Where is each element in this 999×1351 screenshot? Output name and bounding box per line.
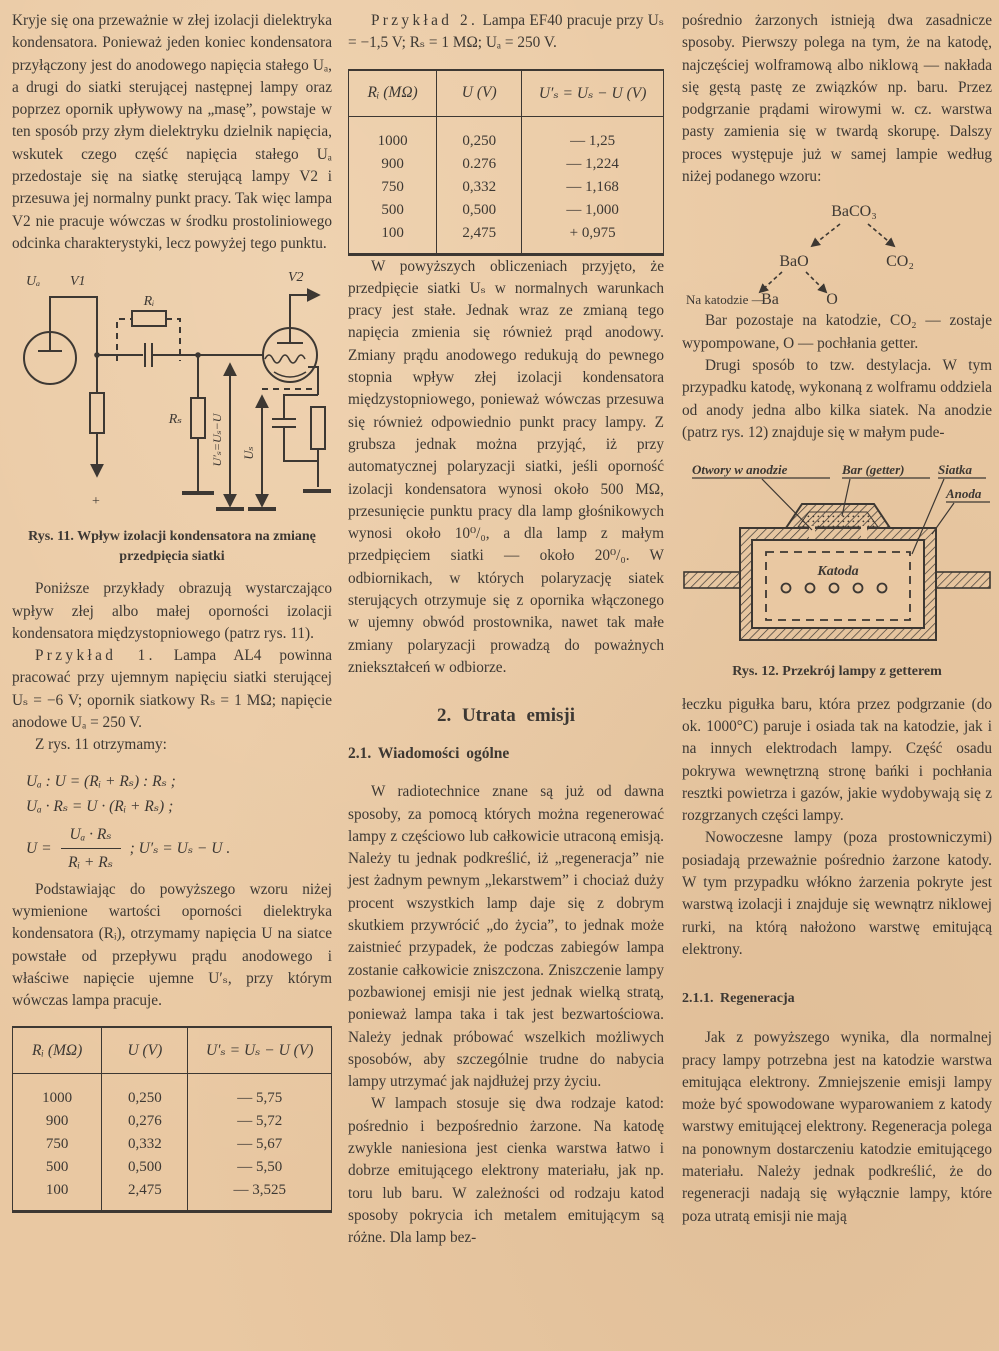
equation-fraction-row (26, 822, 332, 875)
table-cell: 0.276 (437, 153, 522, 176)
subsection-heading-regeneracja: 2.1.1. Regeneracja (682, 991, 795, 1007)
label-katoda: Katoda (817, 564, 859, 580)
chem-o: O (826, 291, 838, 307)
label-siatka: Siatka (938, 462, 972, 478)
paragraph-bar-pozostaje: Bar pozostaje na katodzie, CO₂ — zostaje wypompowane, O — pochłania getter. (682, 312, 992, 352)
table-cell: 900 (45, 1113, 69, 1130)
paragraph-drugi-sposob: Drugi sposób to tzw. destylacja. W tym przypadku katodę, wykonaną z wolframu oddziela od anody jedna albo kilka siatek. Na anodzie (patrz rys. 12) znajduje się w małym pude- (682, 356, 992, 441)
przyklad-2-label: Przykład 2. (370, 12, 479, 29)
table-cell: 1000 (377, 132, 408, 149)
table-header-row (349, 70, 664, 117)
table-cell: — 5,67 (188, 1133, 332, 1156)
label-us: Uₛ (242, 446, 256, 460)
middle-column (348, 10, 664, 1249)
table-cell: 900 (381, 155, 404, 172)
table-row (349, 116, 664, 153)
table-przyklad-1 (12, 1026, 332, 1213)
table-cell: 0,332 (437, 176, 522, 199)
table-row (13, 1074, 332, 1111)
table-row (13, 1133, 332, 1156)
table-cell: — 3,525 (188, 1179, 332, 1212)
table-cell: + 0,975 (522, 222, 664, 255)
figure-caption-rys11: Rys. 11. Wpływ izolacji kondensatora na zmianę przedpięcia siatki (28, 529, 316, 564)
label-rs: Rₛ (168, 412, 182, 428)
table-cell: 1000 (42, 1090, 73, 1107)
paragraph-ponizsze: Poniższe przykłady obrazują wystarczająco wpływ złej albo małej oporności izolacji kondensatora międzystopniowego (patrz rys. 11). (12, 580, 332, 642)
table-header-row (13, 1027, 332, 1074)
table-header-u: U (V) (437, 70, 522, 117)
equations-block (26, 769, 332, 875)
table-cell: 750 (45, 1136, 69, 1153)
table-cell: — 1,224 (522, 153, 664, 176)
paragraph-z-rys: Z rys. 11 otrzymamy: (34, 736, 167, 754)
fraction-denominator: Rᵢ + Rₛ (68, 853, 113, 871)
table-cell: 0,250 (102, 1074, 188, 1111)
table-row (349, 199, 664, 222)
paragraph-kryje: Kryje się ona przeważnie w złej izolacji dielektryka kondensatora. Ponieważ jeden koniec kondensatora przyłączony jest do anodowego napięcia stałego Uₐ, a drugi do siatki sterującej następnej lampy oraz poprzez opornik upływowy na „masę”, powstaje w ten sposób przy złym dielektryku dzielnik napięcia, wskutek czego część napięcia stałego Uₐ przedostaje się na siatkę sterującą lampy V2 i przesuwa jej normalny punkt pracy. Tak więc lampa V2 nie pracuje wówczas w środku prostoliniowego odcinka charakterystyki, lecz powyżej tego punktu. (12, 12, 332, 252)
table-cell: — 5,50 (188, 1156, 332, 1179)
table-cell: 0,332 (102, 1133, 188, 1156)
label-anoda: Anoda (946, 486, 982, 502)
table-row (349, 153, 664, 176)
lamp-cross-section-rys12 (682, 460, 992, 658)
chem-bao: BaO (779, 253, 809, 271)
table-row (13, 1179, 332, 1212)
label-bar-getter: Bar (getter) (842, 462, 905, 478)
label-v1: V1 (70, 274, 86, 290)
table-cell: 500 (381, 201, 404, 218)
table-row (13, 1110, 332, 1133)
equation-fraction (61, 822, 121, 875)
table-cell: 100 (45, 1182, 69, 1199)
label-v2: V2 (288, 270, 304, 286)
equation-frac-lhs: U = (26, 839, 52, 857)
circuit-diagram-rys11 (12, 255, 332, 523)
left-column (12, 10, 332, 1213)
right-column (682, 10, 992, 1228)
paragraph-podstawiajac: Podstawiając do powyższego wzoru niżej wymienione wartości oporności dielektryka kondensatora (Rᵢ), otrzymamy napięcia U na siatce powstałe od przepływu prądu anodowego i właściwe napięcie ujemne U′ₛ, przy którym wówczas lampa pracuje. (12, 880, 332, 1010)
table-cell: — 1,168 (522, 176, 664, 199)
przyklad-1-text: Lampa AL4 powinna pracować przy ujemnym napięciu siatki sterującej Uₛ = −6 V; opornik siatkowy Rₛ = 1 MΩ; napięcie anodowe Uₐ = 250 V. (12, 647, 332, 732)
table-cell: 0,250 (437, 116, 522, 153)
chem-baco3: BaCO₃ (831, 203, 877, 221)
label-ri: Rᵢ (143, 294, 155, 310)
table-cell: 2,475 (437, 222, 522, 255)
chem-ba: Ba (761, 291, 779, 307)
label-us-prime: U′ₛ=Uₛ−U (210, 413, 224, 467)
figure-rys-11 (12, 255, 332, 566)
paragraph-w-lampach: W lampach stosuje się dwa rodzaje katod: pośrednio i bezpośrednio żarzone. Na katodę zwykle naniesiona jest cienka warstwa łatwo i dobrze emitującego elektrony materiału, jak np. toru lub baru. W zależności od rodzaju katod sposoby pokrycia ich metalem emitującym są różne. Dla lamp bez- (348, 1095, 664, 1247)
chem-na-katodzie-label: Na katodzie — (686, 292, 765, 307)
chemical-decomposition-diagram (682, 194, 992, 306)
table-cell: 0,500 (102, 1156, 188, 1179)
table-przyklad-2 (348, 69, 664, 256)
table-row (13, 1156, 332, 1179)
equation-frac-rhs: ; U′ₛ = Uₛ − U . (129, 839, 231, 857)
table-row (349, 176, 664, 199)
table-cell: 2,475 (102, 1179, 188, 1212)
chemical-diagram-wrap (682, 194, 992, 306)
przyklad-2-text: Lampa EF40 pracuje przy Uₛ = −1,5 V; Rₛ = 1 MΩ; Uₐ = 250 V. (348, 12, 664, 52)
section-heading-utrata-emisji: 2. Utrata emisji (436, 705, 576, 727)
paragraph-jak-z-powyzszego: Jak z powyższego wynika, dla normalnej pracy lampy potrzebna jest na katodzie warstwa emitująca elektrony. Zmniejszenie emisji lampy może być spowodowane wyparowaniem z katody warstwy emitującej elektrony. Regeneracja polega na ponownym dostarczeniu katodzie emitującego materiału. Należy jednak podkreślić, że do regeneracji nadają się wyłącznie lampy, które poza utratą emisji nie mają (682, 1029, 992, 1225)
paragraph-przyklad-2 (348, 10, 664, 55)
table-cell: 100 (381, 224, 404, 241)
chem-co2: CO₂ (886, 253, 914, 271)
paragraph-nowoczesne: Nowoczesne lampy (poza prostowniczymi) posiadają przeważnie pośrednio żarzone katody. W tym przypadku włókno żarzenia pokryte jest warstwą izolacji i znajduje się wewnątrz niklowej rurki, na którą nałożono warstwę emitującą elektrony. (682, 829, 992, 958)
table-cell: 750 (381, 178, 404, 195)
paragraph-leczku: łeczku pigułka baru, która przez podgrzanie (do ok. 1000°C) paruje i osiada tak na katodzie, jak i na innych elektrodach lampy. Część osadu pokrywa wewnętrzną stronę bańki i pochłania resztki powietrza i gazów, jakie wydobywają się z rozgrzanych części lampy. (682, 695, 992, 825)
table-cell: 0,500 (437, 199, 522, 222)
equation-line-1: Uₐ : U = (Rᵢ + Rₛ) : Rₛ ; (26, 772, 176, 790)
table-cell: — 5,72 (188, 1110, 332, 1133)
paragraph-w-radiotechnice: W radiotechnice znane są już od dawna sposoby, za pomocą których można regenerować lampy z częściowo lub całkowicie utraconą emisją. Należy tu jednak podkreślić, iż „regeneracja” nie jest żadnym pewnym „lekarstwem” i chociaż duży procent wszystkich lamp daje się z dobrym skutkiem przywrócić „do życia”, to jednak może zaistnieć przypadek, że podczas zabiegów lampa zostanie całkowicie zniszczona. Zniszczenie lampy pozbawionej emisji nie jest jednak wielką stratą, ponieważ lampa taka i tak jest bezwartościowa. Należy jednak próbować wszelkich możliwych sposobów, aby szczególnie trudne do nabycia lampy utrzymać jak najdłużej przy życiu. (348, 783, 664, 1091)
table-header-ri: Rᵢ (MΩ) (13, 1027, 102, 1074)
fraction-numerator: Uₐ · Rₛ (61, 822, 121, 849)
label-ua: Uₐ (26, 274, 41, 290)
paragraph-w-powyzszych: W powyższych obliczeniach przyjęto, że przedpięcie siatki Uₛ w normalnych warunkach pracy jest stałe. Jednak wraz ze zmianą tego napięcia zmienia się również prąd anodowy. Zmiany prądu anodowego redukują do pewnego stopnia wpływ złej izolacji kondensatora międzystopniowego, ponieważ wówczas przesuwa się również odpowiednio punkt pracy lampy. Z grubsza jednak można przyjąć, iż przy automatycznej polaryzacji siatki, jeśli oporność izolacji kondensatora wynosi około 500 MΩ, przesunięcie punktu pracy dla lamp głośnikowych wynosi około 10⁰/₀, a dla lamp z małym przedpięciem siatki — około 20⁰/₀. W odbiornikach, w których polaryzację siatek sterujących otrzymuje się z opornika włączonego w ujemny obwód prostownika, nawet tak małe zmiany polaryzacji prowadzą do poważnych zniekształceń w odbiorze. (348, 257, 664, 676)
paragraph-posrednio: pośrednio żarzonych istnieją dwa zasadnicze sposoby. Pierwszy polega na tym, że na katodę, najczęściej wolframową albo niklową — nakłada się gęstą pastę ze związków np. baru. Przez podgrzanie prądami wirowymi w. cz. warstwa pasty zamienia się w twardą skorupę. Dalszy proces występuje już w samej lampie według niżej podanego wzoru: (682, 12, 992, 186)
subsection-heading-wiadomosci: 2.1. Wiadomości ogólne (348, 745, 510, 763)
equation-line-2: Uₐ · Rₛ = U · (Rᵢ + Rₛ) ; (26, 797, 174, 815)
table-header-us: U′ₛ = Uₛ − U (V) (522, 70, 664, 117)
paragraph-przyklad-1 (12, 645, 332, 734)
table-row (349, 222, 664, 255)
table-header-ri: Rᵢ (MΩ) (349, 70, 437, 117)
table-cell: 500 (45, 1159, 69, 1176)
table-header-u: U (V) (102, 1027, 188, 1074)
table-cell: — 1,25 (522, 116, 664, 153)
figure-rys-12 (682, 460, 992, 682)
table-cell: — 5,75 (188, 1074, 332, 1111)
label-plus: + (92, 494, 100, 510)
table-cell: — 1,000 (522, 199, 664, 222)
przyklad-1-label: Przykład 1. (34, 647, 156, 665)
label-otwory-w-anodzie: Otwory w anodzie (692, 462, 788, 478)
table-header-us: U′ₛ = Uₛ − U (V) (188, 1027, 332, 1074)
table-cell: 0,276 (102, 1110, 188, 1133)
figure-caption-rys12: Rys. 12. Przekrój lampy z getterem (732, 664, 942, 680)
